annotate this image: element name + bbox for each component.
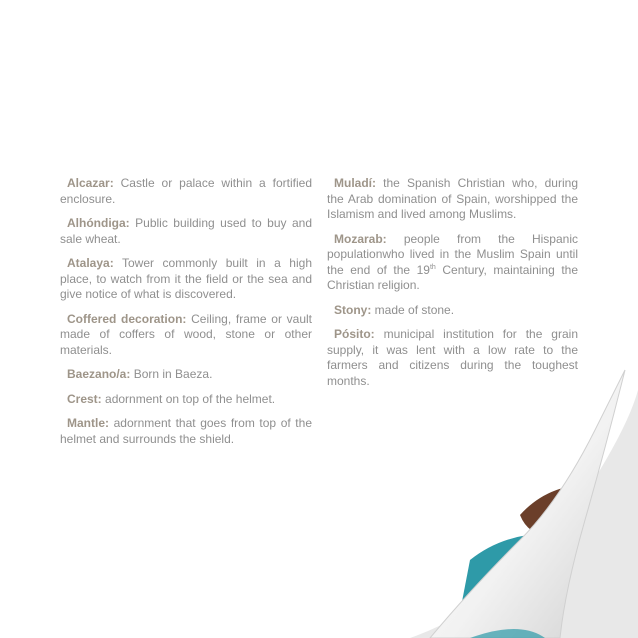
glossary-definition: Tower commonly built in a high place, to watch from it the field or the sea and give notice of what is discovered. (60, 256, 312, 301)
glossary-definition: Ceiling, frame or vault made of coffers of wood, stone or other materials. (60, 311, 313, 357)
glossary-term: Mozarab: (334, 231, 387, 246)
glossary-term: Pósito: (334, 327, 375, 341)
glossary-definition: people from the Hispanic populationwho lived in the Muslim Spain until the end of the 19 (327, 231, 578, 277)
glossary-definition: Born in Baeza. (130, 367, 213, 381)
glossary-term: Muladí: (334, 176, 376, 190)
glossary-term: Coffered decoration: (67, 311, 187, 326)
glossary-definition: adornment that goes from top of the helmet and surrounds the shield. (60, 416, 312, 446)
glossary-term: Baezano/a: (67, 367, 131, 381)
glossary-term: Alhóndiga: (67, 216, 130, 230)
glossary-definition: municipal institution for the grain supply, it was lent with a low rate to the farmers and citizens during the toughest months. (327, 327, 578, 388)
glossary-term: Alcazar: (67, 176, 114, 190)
glossary-definition: Public building used to buy and sale wheat. (60, 216, 312, 246)
glossary-definition: made of stone. (371, 302, 455, 317)
glossary-term: Atalaya: (67, 256, 114, 270)
glossary-definition: Castle or palace within a fortified enclosure. (60, 176, 312, 206)
glossary-term: Mantle: (67, 416, 109, 430)
glossary-definition: adornment on top of the helmet. (101, 391, 276, 406)
glossary-definition-continued: Century, maintaining the Christian religion. (327, 262, 579, 292)
glossary-definition: the Spanish Christian who, during the Arab domination of Spain, worshipped the Islamism and lived among Muslims. (327, 176, 578, 221)
ordinal-superscript: th (429, 263, 436, 271)
glossary-term: Crest: (67, 391, 102, 406)
glossary-term: Stony: (334, 302, 372, 317)
